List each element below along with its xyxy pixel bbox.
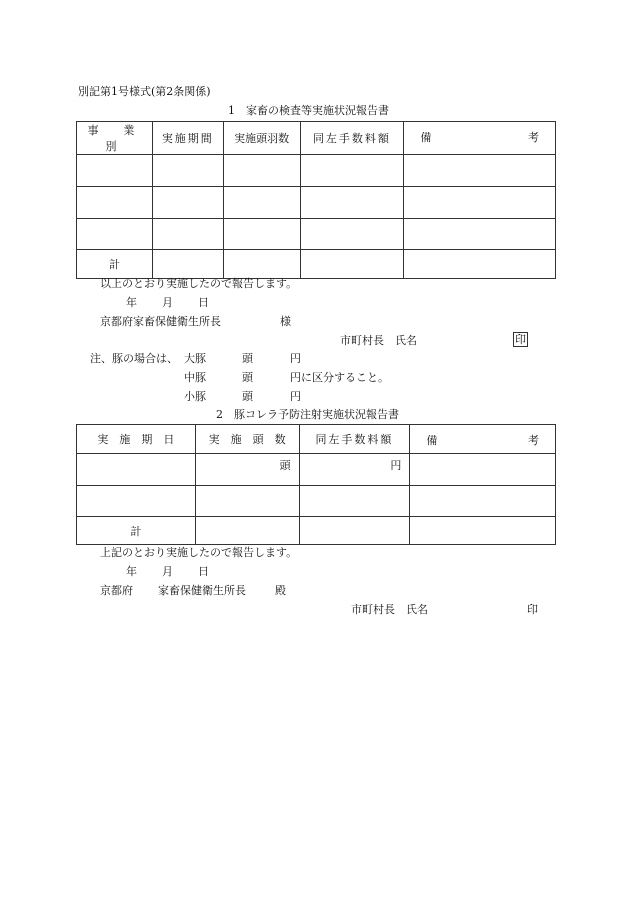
- table-cell[interactable]: [410, 454, 556, 486]
- note-head-unit-2: 頭: [242, 371, 253, 384]
- table-cell[interactable]: [77, 187, 153, 219]
- table-cell[interactable]: [195, 486, 299, 517]
- form-label: 別記第1号様式(第2条関係): [78, 85, 211, 98]
- report-statement-1: 以上のとおり実施したので報告します。: [100, 277, 298, 290]
- table-cell[interactable]: [410, 486, 556, 517]
- header-fee-amount: 同左手数料額: [299, 425, 410, 454]
- table-cell[interactable]: [404, 219, 556, 250]
- head-unit: 頭: [279, 459, 291, 472]
- honorific-2: 殿: [275, 584, 286, 597]
- header-count: 実 施 頭 数: [195, 425, 299, 454]
- note-head-unit-1: 頭: [242, 352, 253, 365]
- yen-unit: 円: [390, 459, 402, 472]
- table-cell[interactable]: [152, 187, 223, 219]
- date-year-1: 年: [126, 296, 137, 309]
- header-fee-amount: 同左手数料額: [300, 122, 404, 155]
- note-prefix: 注、豚の場合は、: [90, 352, 178, 365]
- note-yen-unit-1: 円: [290, 352, 301, 365]
- date-day-1: 日: [198, 296, 209, 309]
- table-cell[interactable]: [410, 517, 556, 545]
- section2-title: 2 豚コレラ予防注射実施状況報告書: [216, 408, 399, 421]
- table-cell[interactable]: [77, 454, 196, 486]
- note-medium-pig: 中豚: [184, 371, 206, 384]
- header-period: 実施期間: [152, 122, 223, 155]
- table-cell[interactable]: [77, 486, 196, 517]
- table-cell[interactable]: [152, 155, 223, 187]
- report-statement-2: 上記のとおり実施したので報告します。: [100, 546, 298, 559]
- header-remarks: 備 考: [404, 122, 556, 155]
- table-row: [77, 219, 556, 250]
- addressee-prefecture: 京都府: [100, 584, 133, 597]
- note-large-pig: 大豚: [184, 352, 206, 365]
- table-header-row: [77, 425, 556, 454]
- table-cell[interactable]: [300, 187, 404, 219]
- date-year-2: 年: [126, 565, 137, 578]
- section1-title: 1 家畜の検査等実施状況報告書: [228, 104, 389, 117]
- note-head-unit-3: 頭: [242, 390, 253, 403]
- header-remarks: 備 考: [410, 425, 556, 454]
- table-cell[interactable]: [404, 187, 556, 219]
- addressee-office: 家畜保健衛生所長: [158, 584, 246, 597]
- signer-2: 市町村長 氏名: [351, 603, 428, 616]
- total-label: 計: [77, 250, 153, 279]
- table-row: [77, 486, 556, 517]
- table-cell[interactable]: [223, 219, 300, 250]
- header-head-count: 実施頭羽数: [223, 122, 300, 155]
- table-cell[interactable]: [77, 219, 153, 250]
- table-cell[interactable]: [299, 454, 410, 486]
- table-cell[interactable]: [152, 250, 223, 279]
- total-label: 計: [77, 517, 196, 545]
- total-row: [77, 250, 556, 279]
- date-day-2: 日: [198, 565, 209, 578]
- inspection-table: [76, 121, 556, 279]
- note-yen-unit-3: 円: [290, 390, 301, 403]
- table-cell[interactable]: [404, 155, 556, 187]
- table-row: [77, 454, 556, 486]
- table-cell[interactable]: [152, 219, 223, 250]
- honorific-1: 様: [280, 315, 291, 328]
- date-month-1: 月: [162, 296, 173, 309]
- table-cell[interactable]: [404, 250, 556, 279]
- header-date: 実 施 期 日: [77, 425, 196, 454]
- note-yen-suffix: 円に区分すること。: [290, 371, 389, 384]
- note-small-pig: 小豚: [184, 390, 206, 403]
- table-cell[interactable]: [223, 187, 300, 219]
- table-row: [77, 187, 556, 219]
- date-month-2: 月: [162, 565, 173, 578]
- table-header-row: [77, 122, 556, 155]
- vaccination-table: [76, 424, 556, 545]
- header-business-type: 事 業 別: [77, 122, 153, 155]
- table-cell[interactable]: [223, 250, 300, 279]
- table-cell[interactable]: [195, 517, 299, 545]
- table-cell[interactable]: [299, 486, 410, 517]
- seal-stamp-1: 印: [515, 333, 526, 346]
- table-cell[interactable]: [223, 155, 300, 187]
- table-cell[interactable]: [300, 155, 404, 187]
- signer-1: 市町村長 氏名: [340, 334, 417, 347]
- table-cell[interactable]: [300, 250, 404, 279]
- table-row: [77, 155, 556, 187]
- seal-stamp-2: 印: [527, 603, 538, 616]
- table-cell[interactable]: [195, 454, 299, 486]
- table-cell[interactable]: [299, 517, 410, 545]
- total-row: [77, 517, 556, 545]
- table-cell[interactable]: [300, 219, 404, 250]
- table-cell[interactable]: [77, 155, 153, 187]
- addressee-1: 京都府家畜保健衛生所長: [100, 315, 221, 328]
